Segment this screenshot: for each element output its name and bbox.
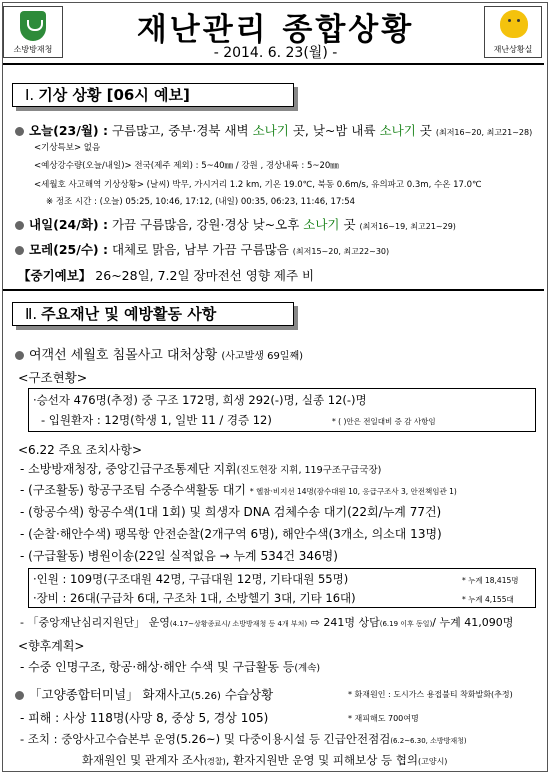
forecast-tomorrow: 내일(24/화) : 가끔 구름많음, 강원·경상 낮~오후 소나기 곳 (최저16~19, 최고21~29)	[15, 215, 456, 233]
section-2-number: Ⅱ.	[25, 305, 38, 323]
equipment-total: * 누계 4,155대	[462, 595, 514, 604]
mascot-badge	[484, 6, 542, 58]
section-1-header	[12, 83, 294, 107]
header-divider	[3, 63, 544, 65]
accident-area-weather: <세월호 사고해역 기상상황> (날씨) 박무, 가시거리 1.2 km, 기온 19.0℃, 북동 0.6m/s, 유의파고 0.3m, 수온 17.0℃	[34, 180, 482, 190]
section-2-title: 주요재난 및 예방활동 사항	[41, 305, 217, 323]
actions-heading: <6.22 주요 조치사항>	[18, 443, 143, 457]
rescue-status-heading: <구조현황>	[18, 370, 88, 385]
logo-caption: 소방방재청	[13, 45, 53, 54]
midterm-forecast: 【중기예보】 26~28일, 7.2일 장마전선 영향 제주 비	[18, 268, 315, 283]
tide-times: ※ 정조 시간 : (오늘) 05:25, 10:46, 17:12, (내일) 00:35, 06:23, 11:46, 17:54	[46, 197, 356, 207]
hospitalized: - 입원환자 : 12명(학생 1, 일반 11 / 경증 12)	[41, 413, 272, 427]
future-plan: - 수중 인명구조, 항공·해상·해안 수색 및 구급활동 등(계속)	[20, 660, 321, 674]
bullet-icon	[15, 127, 24, 136]
bullet-icon	[15, 221, 24, 230]
page-title: 재난관리 종합상황	[136, 12, 415, 48]
measures-1: - 조치 : 중앙사고수습본부 운영(5.26~) 및 다중이용시설 등 긴급안전점검(6.2~6.30, 소방방재청)	[20, 732, 467, 746]
measures-2: 화재원인 및 관계자 조사(경찰), 환자지원반 운영 및 피해보상 등 협의(고양시)	[82, 753, 448, 767]
fire-cause-note: * 화재원인 : 도시가스 용접불티 착화발화(추정)	[348, 690, 513, 699]
bullet-icon	[15, 246, 24, 255]
document-page	[2, 2, 548, 772]
action-ems: - (구급활동) 병원이송(22일 실적없음 → 누계 534건 346명)	[20, 549, 338, 563]
section-divider	[3, 289, 544, 291]
report-date: - 2014. 6. 23(월) -	[213, 45, 338, 61]
action-rescue: - (구조활동) 항공구조팀 수중수색활동 대기 * 헬참·비지선 14명(잠수대원 10, 응급구조사 3, 안전책임관 1)	[20, 483, 457, 497]
forecast-today: 오늘(23/월) : 구름많고, 중부·경북 새벽 소나기 곳, 낮~밤 내륙 소나기 곳 (최저16~20, 최고21~28)	[15, 121, 532, 139]
expected-rainfall: <예상강수량(오늘/내일)> 전국(제주 제외) : 5~40㎜ / 강원 , 경상내륙 : 5~20㎜	[34, 161, 339, 171]
action-patrol: - (순찰·해안수색) 팽목항 안전순찰(2개구역 6명), 해안수색(3개소, 의소대 13명)	[20, 527, 442, 541]
future-plan-heading: <향후계획>	[18, 639, 85, 653]
bullet-icon	[15, 351, 24, 360]
forecast-day-after: 모레(25/수) : 대체로 맑음, 남부 가끔 구름많음 (최저15~20, 최고22~30)	[15, 240, 389, 258]
personnel-total: * 누계 18,415명	[462, 576, 519, 585]
sewol-heading: 여객선 세월호 침몰사고 대처상황 (사고발생 69일째)	[15, 344, 303, 363]
weather-warning: <기상특보> 없음	[34, 143, 101, 153]
rescue-note: * ( )안은 전일대비 증 감 사항임	[332, 417, 436, 426]
mascot-icon	[500, 10, 528, 38]
section-1-title: 기상 상황 [06시 예보]	[38, 86, 190, 104]
casualties: - 피해 : 사상 118명(사망 8, 중상 5, 경상 105)	[20, 711, 269, 725]
section-2-header	[12, 302, 294, 326]
bullet-icon	[15, 691, 24, 700]
casualties-note: * 재피해도 700여명	[348, 714, 419, 723]
personnel: ·인원 : 109명(구조대원 42명, 구급대원 12명, 기타대원 55명)	[33, 572, 349, 586]
section-1-number: Ⅰ.	[25, 86, 35, 104]
action-command: - 소방방재청장, 중앙긴급구조통제단 지휘(진도현장 지휘, 119구조구급국장)	[20, 462, 382, 476]
equipment: ·장비 : 26대(구급차 6대, 구조차 1대, 소방헬기 3대, 기타 16대)	[33, 591, 356, 605]
action-air-search: - (항공수색) 항공수색(1대 1회) 및 희생자 DNA 검체수송 대기(22회/누계 77건)	[20, 505, 442, 519]
mascot-caption: 재난상황실	[493, 45, 533, 54]
rescue-counts: ·승선자 476명(추정) 중 구조 172명, 희생 292(-)명, 실종 12(-)명	[33, 393, 367, 407]
goyang-heading: 「고양종합터미널」 화재사고(5.26) 수습상황	[15, 685, 273, 703]
psych-support: - 「중앙재난심리지원단」 운영(4.17~상황종료시/ 소방방재청 등 4개 부처) ⇨ 241명 상담(6.19 이후 동일)/ 누계 41,090명	[20, 616, 514, 629]
